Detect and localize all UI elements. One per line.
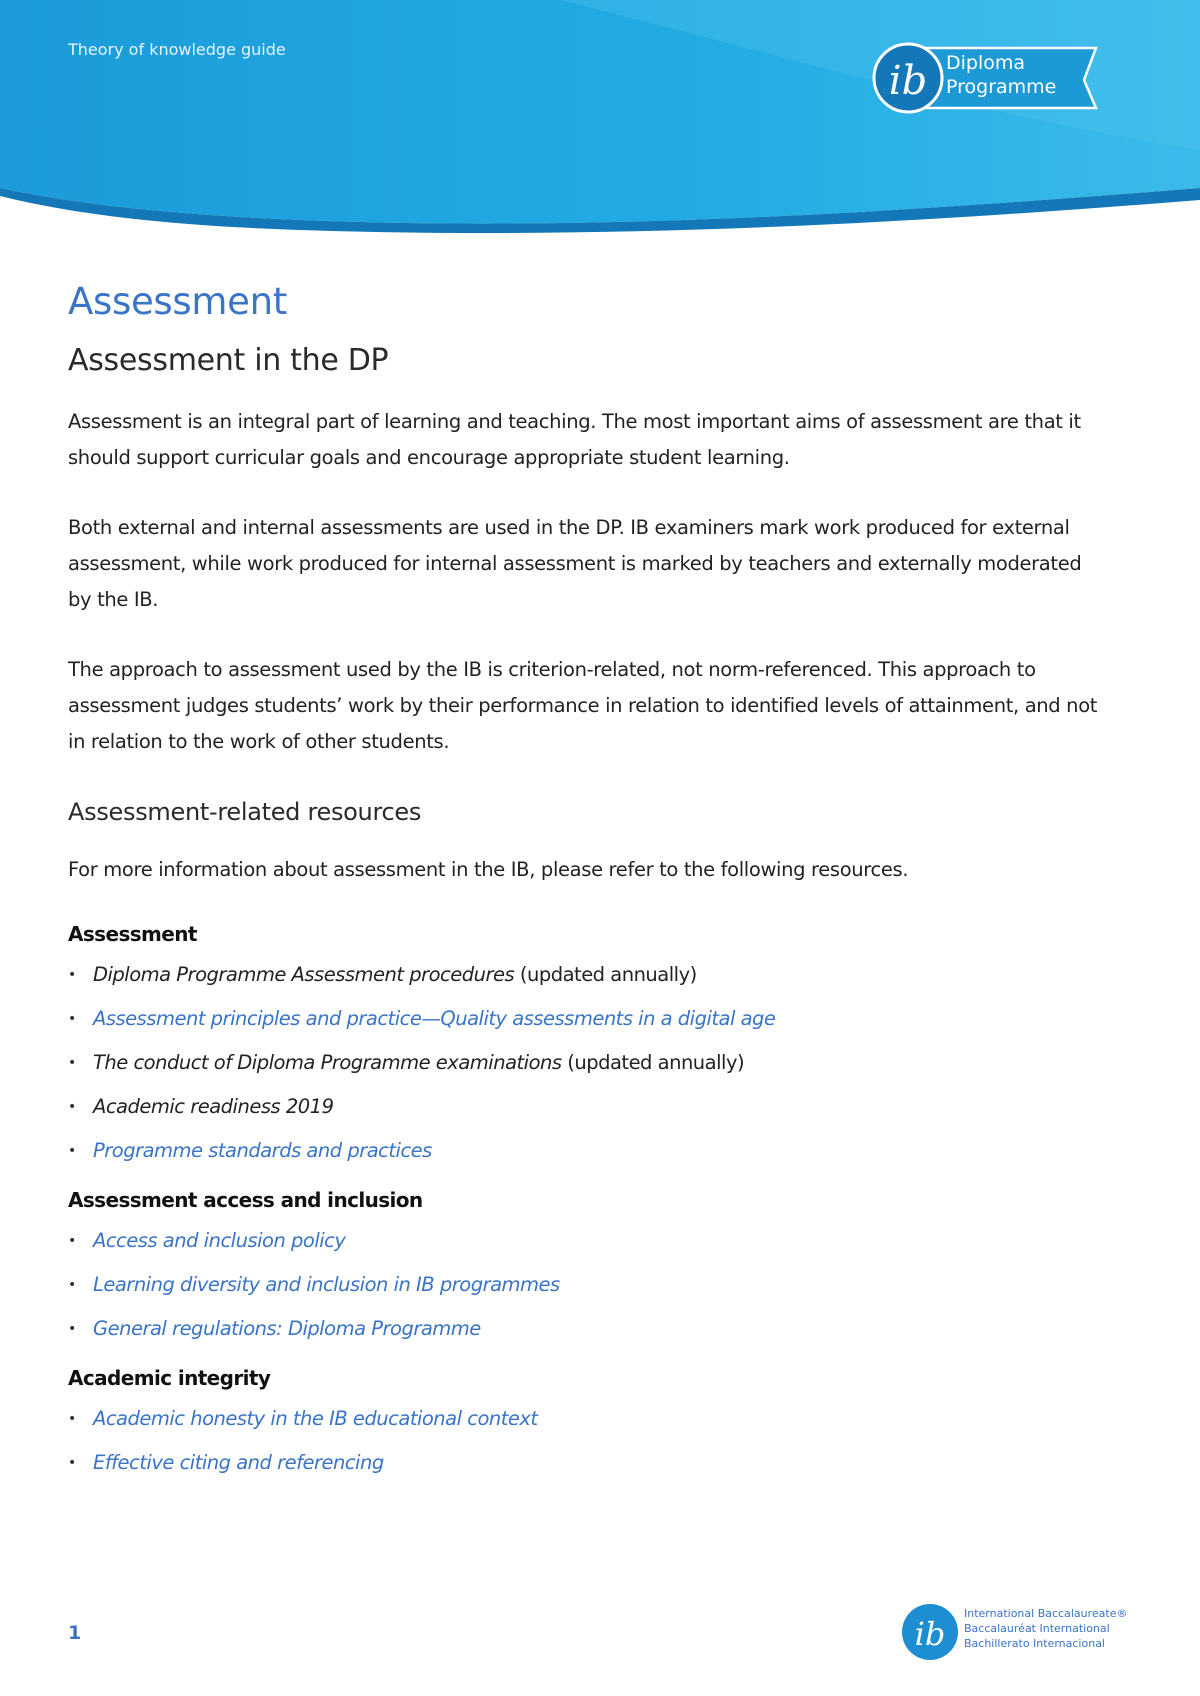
- org-name-fr: Baccalauréat International: [964, 1622, 1110, 1635]
- logo-line-programme: Programme: [946, 76, 1057, 98]
- list-item[interactable]: [68, 1226, 1108, 1256]
- resource-title: Diploma Programme Assessment procedures: [93, 963, 515, 986]
- ib-footer-logo: [900, 1600, 1140, 1670]
- list-item[interactable]: [68, 1448, 1108, 1478]
- resource-link[interactable]: Assessment principles and practice—Quality assessments in a digital age: [93, 1007, 776, 1030]
- resource-link[interactable]: Learning diversity and inclusion in IB programmes: [93, 1273, 560, 1296]
- list-item[interactable]: [68, 1404, 1108, 1434]
- org-name-es: Bachillerato Internacional: [964, 1637, 1105, 1650]
- resources-intro: For more information about assessment in the IB, please refer to the following resources.: [68, 858, 909, 881]
- bullet-icon: •: [68, 1455, 76, 1471]
- page-title: Assessment: [68, 280, 287, 323]
- resource-link[interactable]: General regulations: Diploma Programme: [93, 1317, 481, 1340]
- resource-list-academic-integrity: [68, 1404, 1108, 1478]
- resource-link[interactable]: Effective citing and referencing: [93, 1451, 384, 1474]
- bullet-icon: •: [68, 967, 76, 983]
- section-title: Assessment in the DP: [68, 343, 389, 378]
- header-wave: [0, 0, 1200, 240]
- bullet-icon: •: [68, 1011, 76, 1027]
- resource-list-access-inclusion: [68, 1226, 1108, 1344]
- page-number: 1: [68, 1622, 82, 1644]
- resource-note: (updated annually): [514, 963, 697, 986]
- bullet-icon: •: [68, 1411, 76, 1427]
- resource-list-assessment: [68, 960, 1108, 1166]
- resource-title: The conduct of Diploma Programme examinations: [93, 1051, 562, 1074]
- header-banner: [0, 0, 1200, 240]
- resource-title: Academic readiness 2019: [93, 1095, 334, 1118]
- group-title-assessment: Assessment: [68, 922, 197, 946]
- group-title-access-inclusion: Assessment access and inclusion: [68, 1188, 423, 1212]
- group-title-academic-integrity: Academic integrity: [68, 1366, 271, 1390]
- diploma-programme-logo: [870, 40, 1100, 120]
- bullet-icon: •: [68, 1321, 76, 1337]
- bullet-icon: •: [68, 1143, 76, 1159]
- main-content: [68, 280, 1108, 1478]
- resources-title: Assessment-related resources: [68, 798, 422, 826]
- list-item[interactable]: [68, 1270, 1108, 1300]
- svg-text:ib: ib: [914, 1615, 946, 1653]
- resource-link[interactable]: Access and inclusion policy: [93, 1229, 346, 1252]
- list-item[interactable]: [68, 1314, 1108, 1344]
- list-item[interactable]: [68, 1004, 1108, 1034]
- bullet-icon: •: [68, 1055, 76, 1071]
- list-item[interactable]: [68, 1136, 1108, 1166]
- org-name-en: International Baccalaureate®: [964, 1607, 1128, 1620]
- resource-link[interactable]: Academic honesty in the IB educational context: [93, 1407, 538, 1430]
- bullet-icon: •: [68, 1099, 76, 1115]
- guide-title: Theory of knowledge guide: [68, 40, 286, 59]
- paragraph: The approach to assessment used by the IB is criterion-related, not norm-referenced. This approach to assessment judges students’ work by their performance in relation to identified levels of attainment, and not in relation to the work of other students.: [68, 658, 1098, 753]
- list-item: [68, 1092, 1108, 1122]
- bullet-icon: •: [68, 1277, 76, 1293]
- paragraph: Assessment is an integral part of learning and teaching. The most important aims of assessment are that it should support curricular goals and encourage appropriate student learning.: [68, 410, 1081, 469]
- paragraph: Both external and internal assessments are used in the DP. IB examiners mark work produced for external assessment, while work produced for internal assessment is marked by teachers and externally moderated by the IB.: [68, 516, 1082, 611]
- resource-link[interactable]: Programme standards and practices: [93, 1139, 432, 1162]
- bullet-icon: •: [68, 1233, 76, 1249]
- list-item: [68, 1048, 1108, 1078]
- logo-line-diploma: Diploma: [946, 52, 1026, 74]
- svg-text:ib: ib: [888, 58, 928, 104]
- ib-logo-icon: [900, 1600, 960, 1664]
- list-item: [68, 960, 1108, 990]
- resource-note: (updated annually): [561, 1051, 745, 1074]
